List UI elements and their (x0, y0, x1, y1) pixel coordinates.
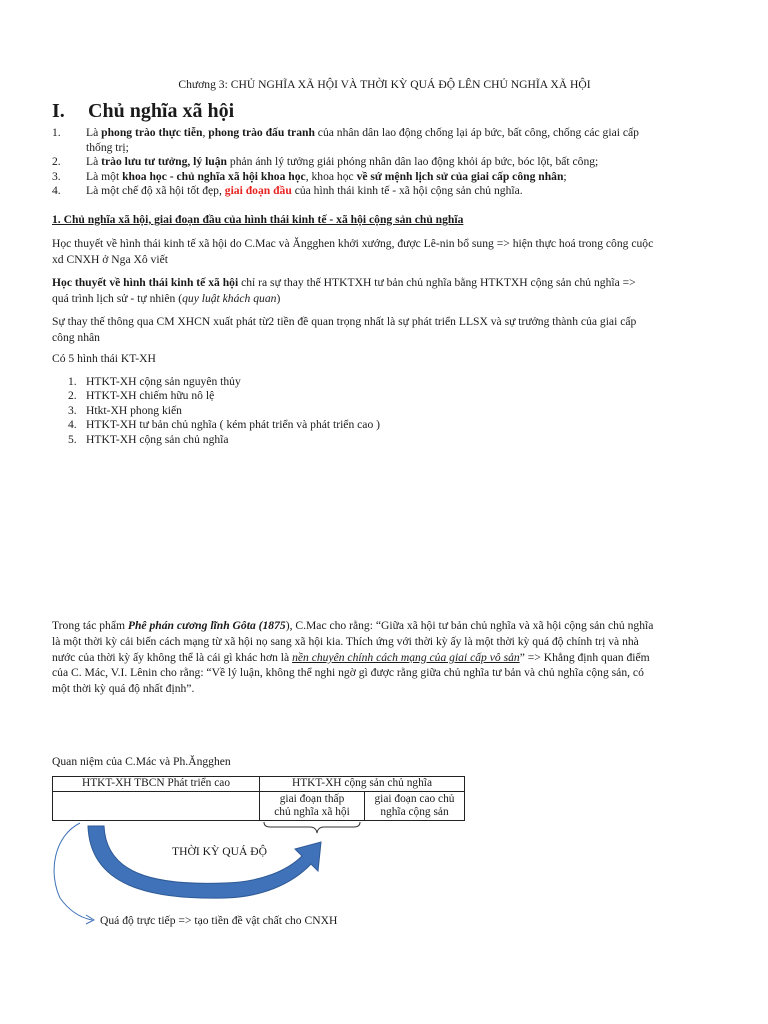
direct-transition-note: Quá độ trực tiếp => tạo tiền đề vật chất cho CNXH (100, 914, 338, 927)
list-text: Htkt-XH phong kiến (86, 403, 182, 417)
text: xd CNXH ở Nga Xô viết (52, 252, 168, 266)
paragraph-five-forms: Có 5 hình thái KT-XH (52, 352, 156, 365)
text: giai đoạn cao chủ (374, 793, 455, 805)
text: thống trị; (86, 140, 129, 154)
list-number: 2. (52, 155, 61, 168)
text: ) (276, 291, 281, 305)
text: công nhân (52, 330, 100, 344)
text: quá trình lịch sử - tự nhiên ( (52, 291, 183, 305)
transition-period-label: THỜI KỲ QUÁ ĐỘ (172, 845, 267, 858)
underlined-italic-text: nền chuyên chính cách mạng của giai cấp vô sản (292, 650, 520, 664)
list-number: 5. (68, 432, 77, 446)
list-number: 3. (52, 169, 61, 183)
left-header-cell: HTKT-XH TBCN Phát triển cao (53, 777, 260, 792)
text: của hình thái kinh tế - xã hội cộng sản chủ nghĩa. (291, 184, 523, 197)
highlight-text: giai đoạn đầu (224, 184, 292, 197)
chapter-title: Chương 3: CHỦ NGHĨA XÃ HỘI VÀ THỜI KỲ QUÁ ĐỘ LÊN CHỦ NGHĨA XÃ HỘI (178, 78, 591, 91)
text: ; (563, 169, 567, 183)
text: Là một (86, 169, 123, 183)
bold-text: phong trào đấu tranh (208, 126, 315, 139)
text: Trong tác phẩm (52, 619, 128, 632)
brace-icon (264, 822, 360, 833)
text: , khoa học (305, 169, 357, 183)
text: giai đoạn thấp (279, 793, 345, 805)
subheading: 1. Chủ nghĩa xã hội, giai đoạn đầu của hình thái kinh tế - xã hội cộng sản chủ nghĩa (52, 213, 464, 226)
text: Là một chế độ xã hội tốt đẹp, (86, 184, 225, 197)
text: nước của thời kỳ ấy không thể là cái gì khác hơn là (52, 650, 293, 664)
bold-text: trào lưu tư tưởng, lý luận (101, 155, 227, 168)
bold-text: Học thuyết về hình thái kinh tế xã hội (52, 276, 239, 289)
list-number: 4. (52, 184, 61, 197)
text: chỉ ra sự thay thế HTKTXH tư bản chủ nghĩa bằng HTKTXH cộng sản chủ nghĩa => (238, 276, 636, 289)
text: phản ánh lý tưởng giải phóng nhân dân lao động khỏi áp bức, bóc lột, bất công; (227, 155, 599, 168)
text: nghĩa cộng sản (380, 806, 449, 818)
text: ” => Khẳng định quan điểm (519, 650, 650, 664)
text: ), C.Mac cho rằng: “Giữa xã hội tư bản chủ nghĩa và xã hội cộng sản chủ nghĩa (285, 619, 654, 632)
direct-transition-arrow-icon (54, 823, 92, 920)
list-text: HTKT-XH chiếm hữu nô lệ (86, 389, 215, 403)
text: Học thuyết về hình thái kinh tế xã hội do C.Mac và Ăngghen khởi xướng, được Lê-nin bổ sung => hiện thực hoá trong công cuộc (52, 237, 654, 250)
bold-italic-text: Phê phán cương lĩnh Gôta (1875 (127, 619, 286, 632)
list-number: 2. (68, 389, 77, 403)
text: là một thời kỳ cải biến cách mạng từ xã hội nọ sang xã hội kia. Thích ứng với thời kỳ ấy là một thời kỳ quá độ chính trị và nhà (52, 634, 639, 648)
text: chủ nghĩa xã hội (274, 806, 350, 818)
section-number: I. (52, 100, 65, 122)
text: của nhân dân lao động chống lại áp bức, bất công, chống các giai cấp (314, 126, 639, 139)
bold-text: phong trào thực tiễn (101, 126, 203, 139)
text: Là (86, 126, 102, 139)
text: , (202, 126, 209, 139)
transition-arrow-icon (88, 826, 321, 898)
text: Sự thay thế thông qua CM XHCN xuất phát từ2 tiền đề quan trọng nhất là sự phát triển LLSX và sự trưởng thành của giai cấp (52, 315, 637, 328)
list-text: HTKT-XH cộng sản chủ nghĩa (86, 432, 229, 446)
list-text: HTKT-XH cộng sản nguyên thủy (86, 375, 241, 388)
bold-text: khoa học - chủ nghĩa xã hội khoa học (122, 169, 306, 183)
list-number: 1. (52, 126, 61, 139)
text: của C. Mác, V.I. Lênin cho rằng: “Về lý luận, không thể nghi ngờ gì được rằng giữa chủ nghĩa tư bản và chủ nghĩa cộng sản, có (52, 666, 644, 680)
text: Là (86, 155, 102, 168)
list-number: 4. (68, 418, 77, 432)
list-text: HTKT-XH tư bản chủ nghĩa ( kém phát triển và phát triển cao ) (86, 418, 380, 432)
diagram-caption: Quan niệm của C.Mác và Ph.Ăngghen (52, 755, 231, 768)
right-header-cell: HTKT-XH cộng sản chủ nghĩa (260, 777, 465, 792)
list-number: 1. (68, 375, 77, 388)
text: một thời kỳ quá độ nhất định”. (52, 682, 195, 696)
section-title: Chủ nghĩa xã hội (88, 100, 235, 122)
list-number: 3. (68, 403, 77, 417)
bold-text: về sứ mệnh lịch sử của giai cấp công nhân (356, 169, 564, 183)
italic-text: quy luật khách quan (182, 291, 277, 305)
